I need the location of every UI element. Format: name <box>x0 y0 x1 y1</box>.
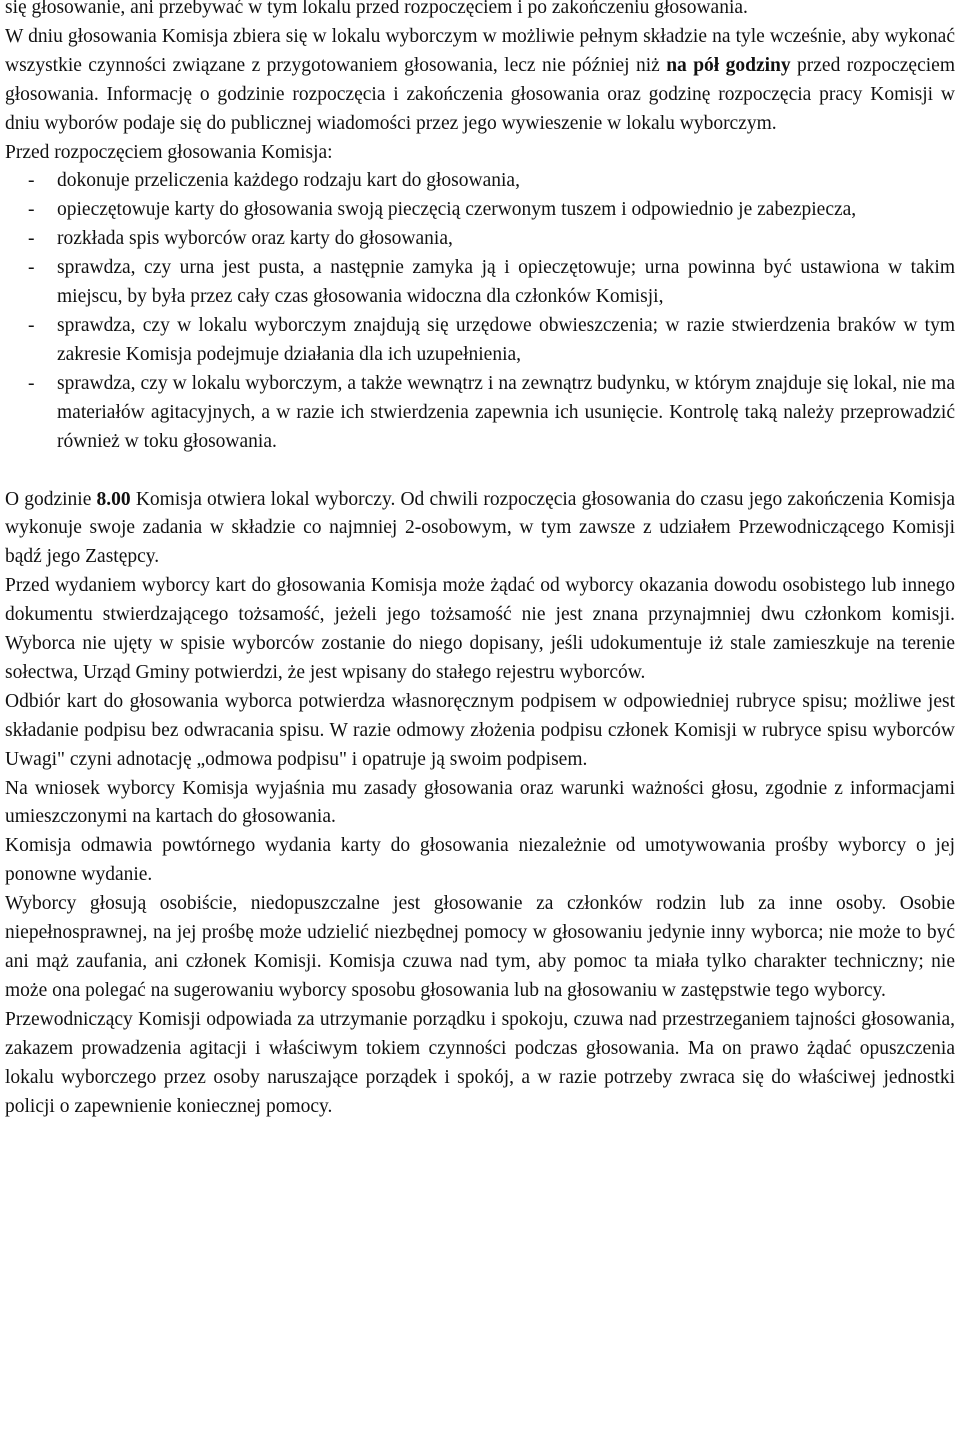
paragraph-text: przed rozpoczęciem głosowania. Informację o godzinie rozpoczęcia i zakończenia głosowania oraz godzinę rozpoczęcia pracy Komisji w dniu wyborów podaje się do publicznej wiadomości przez jego wywieszenie w lokalu wyborczym. <box>5 54 955 134</box>
paragraph-committee-meeting <box>5 23 955 139</box>
list-item: - dokonuje przeliczenia każdego rodzaju kart do głosowania, <box>57 167 955 196</box>
bold-opening-hour: 8.00 <box>96 488 131 510</box>
paragraph-chairman-duties: Przewodniczący Komisji odpowiada za utrzymanie porządku i spokoju, czuwa nad przestrzeganiem tajności głosowania, zakazem prowadzenia agitacji i właściwym tokiem czynności podczas głosowania. Ma on prawo żądać opuszczenia lokalu wyborczego przez osoby naruszające porządek i spokój, a w razie potrzeby zwraca się do właściwej jednostki policji o zapewnienie koniecznej pomocy. <box>5 1008 955 1117</box>
paragraph-explanation: Na wniosek wyborcy Komisja wyjaśnia mu zasady głosowania oraz warunki ważności głosu, zgodnie z informacjami umieszczonymi na kartach do głosowania. <box>5 777 955 828</box>
paragraph-identity-check: Przed wydaniem wyborcy kart do głosowania Komisja może żądać od wyborcy okazania dowodu osobistego lub innego dokumentu stwierdzającego tożsamość, jeżeli jego tożsamość nie jest znana przynajmniej dwu członkom komisji. Wyborca nie ujęty w spisie wyborców zostanie do niego dopisany, jeśli udokumentuje iż stale zamieszkuje na terenie sołectwa, Urząd Gminy potwierdzi, że jest wpisany do stałego rejestru wyborców. <box>5 575 955 683</box>
paragraph-before-voting-intro <box>5 139 955 168</box>
paragraph-text: W dniu głosowania Komisja zbiera się w lokalu wyborczym w możliwie pełnym składzie na tyle wcześnie, aby wykonać wszystkie czynności związane z przygotowaniem głosowania, lecz nie później niż <box>5 25 955 76</box>
paragraph-continuation <box>5 0 955 23</box>
paragraph-gap <box>5 457 955 486</box>
list-item: - sprawdza, czy w lokalu wyborczym znajdują się urzędowe obwieszczenia; w razie stwierdzenia braków w tym zakresie Komisja podejmuje działania dla ich uzupełnienia, <box>57 312 955 370</box>
paragraph-personal-voting: Wyborcy głosują osobiście, niedopuszczalne jest głosowanie za członków rodzin lub za inne osoby. Osobie niepełnosprawnej, na jej prośbę może udzielić niezbędnej pomocy w głosowaniu jedynie inny wyborca; nie może to być ani mąż zaufania, ani członek Komisji. Komisja czuwa nad tym, aby pomoc ta miała tylko charakter techniczny; nie może ona polegać na sugerowaniu wyborcy sposobu głosowania lub na głosowaniu w zastępstwie tego wyborcy. <box>5 893 955 1001</box>
list-item: - opieczętowuje karty do głosowania swoją pieczęcią czerwonym tuszem i odpowiednio je zabezpiecza, <box>57 196 955 225</box>
paragraph-text: O godzinie <box>5 488 97 510</box>
pre-voting-checklist <box>5 167 955 456</box>
document-body <box>5 0 955 1121</box>
paragraph-text: Komisja otwiera lokal wyborczy. Od chwili rozpoczęcia głosowania do czasu jego zakończenia Komisja wykonuje swoje zadania w składzie co najmniej 2-osobowym, w tym zawsze z udziałem Przewodniczącego Komisji bądź jego Zastępcy. <box>5 488 955 568</box>
list-item: - sprawdza, czy w lokalu wyborczym, a także wewnątrz i na zewnątrz budynku, w którym znajduje się lokal, nie ma materiałów agitacyjnych, a w razie ich stwierdzenia zapewnia ich usunięcie. Kontrolę taką należy przeprowadzić również w toku głosowania. <box>57 370 955 457</box>
paragraph-opening-hour <box>5 486 955 573</box>
paragraph-no-reissue: Komisja odmawia powtórnego wydania karty do głosowania niezależnie od umotywowania prośby wyborcy o jej ponowne wydanie. <box>5 835 955 886</box>
paragraph-text: się głosowanie, ani przebywać w tym lokalu przed rozpoczęciem i po zakończeniu głosowania. <box>5 0 748 18</box>
list-item: - rozkłada spis wyborców oraz karty do głosowania, <box>57 225 955 254</box>
bold-deadline: na pół godziny <box>666 54 791 76</box>
list-item: - sprawdza, czy urna jest pusta, a następnie zamyka ją i opieczętowuje; urna powinna być ustawiona w takim miejscu, by była przez cały czas głosowania widoczna dla członków Komisji, <box>57 254 955 312</box>
paragraph-signature: Odbiór kart do głosowania wyborca potwierdza własnoręcznym podpisem w odpowiedniej rubryce spisu; możliwe jest składanie podpisu bez odwracania spisu. W razie odmowy złożenia podpisu członek Komisji w rubryce spisu wyborców Uwagi" czyni adnotację „odmowa podpisu" i opatruje ją swoim podpisem. <box>5 690 955 770</box>
paragraph-text: Przed rozpoczęciem głosowania Komisja: <box>5 141 333 163</box>
